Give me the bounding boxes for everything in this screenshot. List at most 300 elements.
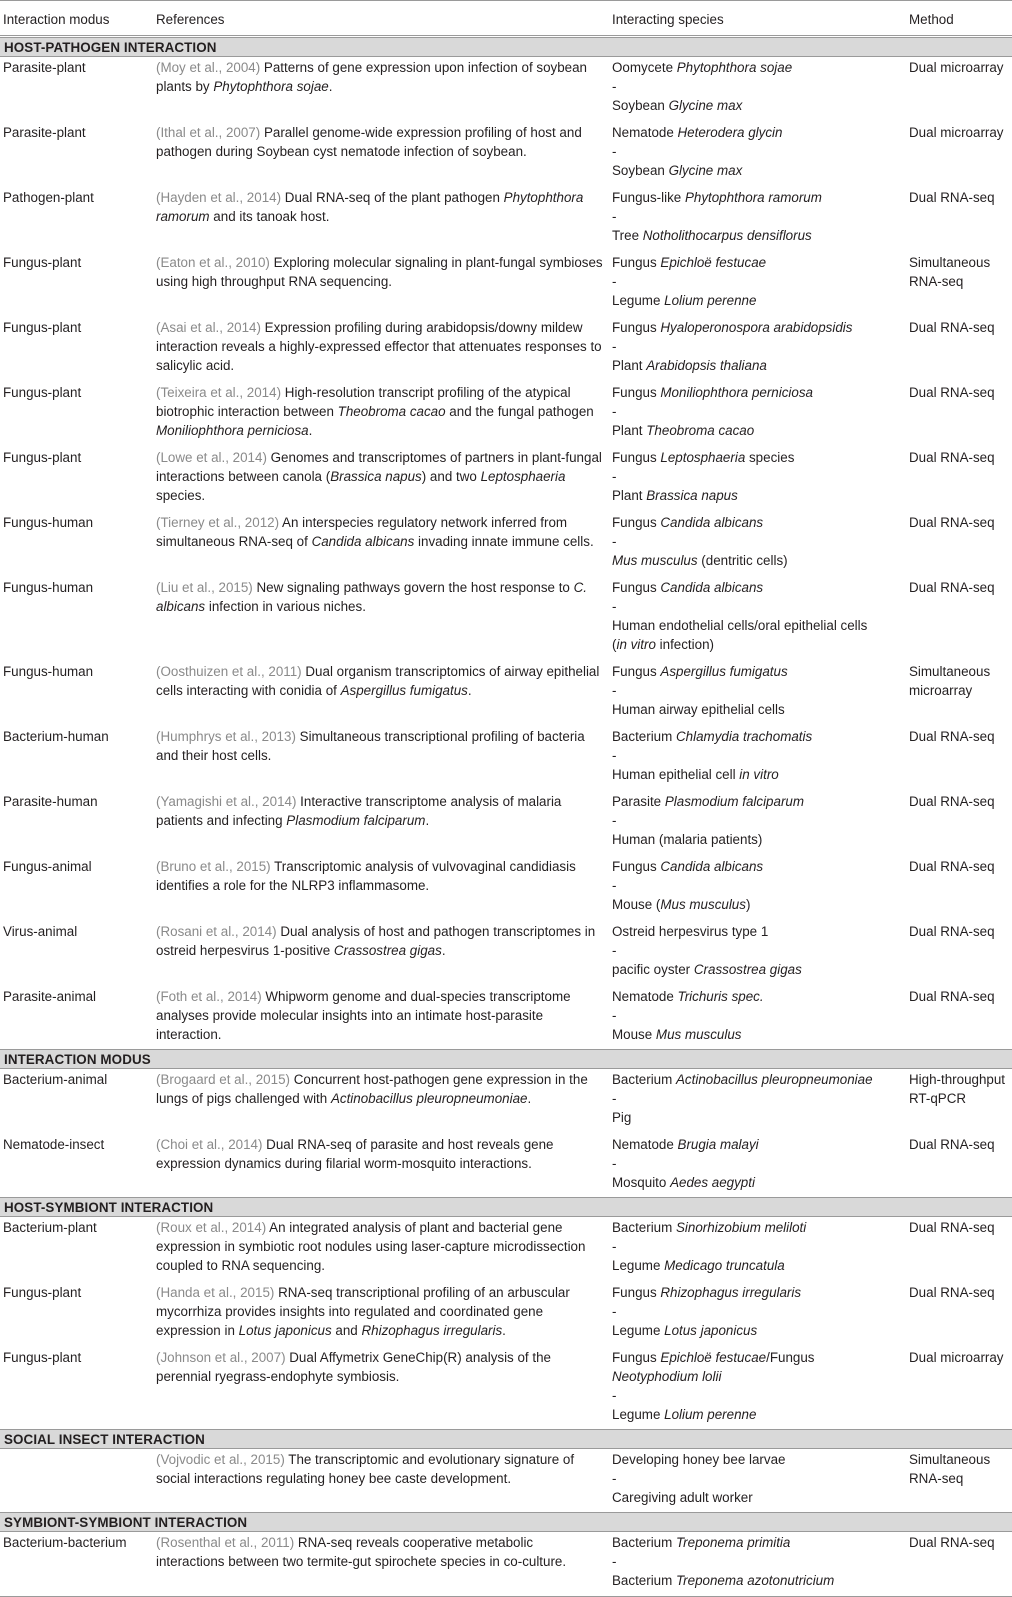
cell-reference (156, 1218, 612, 1275)
cell-method: Dual RNA-seq (909, 450, 995, 465)
species-line (612, 1108, 909, 1127)
species-line (612, 272, 909, 291)
italic-text: Brugia malayi (677, 1137, 759, 1152)
citation-link[interactable]: (Liu et al., 2015) (156, 580, 253, 595)
text-segment: Oomycete (612, 60, 677, 75)
species-line (612, 1348, 909, 1367)
italic-text: Plasmodium falciparum (286, 813, 426, 828)
cell-modus (0, 1450, 156, 1507)
table-row (0, 249, 1012, 314)
cell-modus: Fungus-plant (3, 1350, 82, 1365)
table-row (0, 379, 1012, 444)
cell-species (612, 383, 909, 440)
section-heading: INTERACTION MODUS (0, 1049, 1012, 1069)
text-segment: - (612, 209, 617, 224)
species-line (612, 1302, 909, 1321)
cell-reference (156, 1283, 612, 1340)
text-segment: Bacterium (612, 1535, 676, 1550)
species-line (612, 941, 909, 960)
text-segment: Simultaneous transcriptional profiling of bacteria and their host cells. (156, 729, 585, 763)
species-line (612, 746, 909, 765)
species-line (612, 765, 909, 784)
cell-reference (156, 383, 612, 440)
text-segment: Caregiving adult worker (612, 1490, 753, 1505)
species-line (612, 1405, 909, 1424)
cell-reference (156, 513, 612, 570)
header-modus: Interaction modus (3, 12, 110, 27)
text-segment: - (612, 339, 617, 354)
text-segment: Plant (612, 358, 647, 373)
cell-method: High-throughput RT-qPCR (909, 1072, 1006, 1106)
citation-link[interactable]: (Rosani et al., 2014) (156, 924, 277, 939)
table-row (0, 57, 1012, 119)
text-segment: Human (malaria patients) (612, 832, 763, 847)
species-line (612, 960, 909, 979)
citation-link[interactable]: (Brogaard et al., 2015) (156, 1072, 290, 1087)
text-segment: species. (156, 488, 206, 503)
text-segment: and (331, 1323, 362, 1338)
italic-text: Rhizophagus irregularis (361, 1323, 503, 1338)
text-segment: Fungus (612, 320, 661, 335)
species-line (612, 987, 909, 1006)
text-segment: Dual RNA-seq of the plant pathogen (281, 190, 504, 205)
table-row (0, 574, 1012, 658)
species-line (612, 291, 909, 310)
text-segment: ( (612, 637, 617, 652)
species-line (612, 635, 909, 654)
cell-species (612, 188, 909, 245)
cell-modus: Fungus-animal (3, 859, 92, 874)
species-line (612, 922, 909, 941)
text-segment: Expression profiling during arabidopsis/downy mildew interaction reveals a highly-expressed effector that attenuates responses to salicylic acid. (156, 320, 602, 373)
table-row (0, 1279, 1012, 1344)
text-segment: Parasite (612, 794, 665, 809)
table-row (0, 1217, 1012, 1279)
italic-text: Hyaloperonospora arabidopsidis (660, 320, 853, 335)
text-segment: Legume (612, 1407, 665, 1422)
cell-species (612, 857, 909, 914)
cell-method: Dual RNA-seq (909, 1535, 995, 1550)
citation-link[interactable]: (Bruno et al., 2015) (156, 859, 271, 874)
cell-reference (156, 188, 612, 245)
italic-text: Epichloë festucae (660, 255, 767, 270)
text-segment: Fungus (612, 580, 661, 595)
species-line (612, 123, 909, 142)
text-segment: Ostreid herpesvirus type 1 (612, 924, 769, 939)
cell-method: Dual RNA-seq (909, 729, 995, 744)
species-line (612, 1173, 909, 1192)
section-heading: SOCIAL INSECT INTERACTION (0, 1429, 1012, 1449)
text-segment: (dentritic cells) (697, 553, 788, 568)
italic-text: Candida albicans (660, 515, 764, 530)
cell-species (612, 922, 909, 979)
species-line (612, 77, 909, 96)
cell-species (612, 662, 909, 719)
text-segment: - (612, 683, 617, 698)
text-segment: and the fungal pathogen (445, 404, 594, 419)
cell-method: Dual RNA-seq (909, 1285, 995, 1300)
text-segment: RNA-seq transcriptional profiling of an arbuscular mycorrhiza provides insights into regulated and coordinated gene expression in (156, 1285, 570, 1338)
cell-species (612, 1135, 909, 1192)
citation-link[interactable]: (Eaton et al., 2010) (156, 255, 270, 270)
text-segment: Mouse ( (612, 897, 661, 912)
species-line (612, 337, 909, 356)
italic-text: Lolium perenne (664, 1407, 757, 1422)
citation-link[interactable]: (Ithal et al., 2007) (156, 125, 261, 140)
species-line (612, 616, 909, 635)
text-segment: Interactive transcriptome analysis of malaria patients and infecting (156, 794, 562, 828)
cell-species (612, 578, 909, 654)
table-row (0, 1344, 1012, 1428)
text-segment: Pig (612, 1110, 632, 1125)
cell-modus: Bacterium-plant (3, 1220, 97, 1235)
text-segment: - (612, 79, 617, 94)
text-segment: - (612, 1008, 617, 1023)
italic-text: Moniliophthora perniciosa (156, 423, 309, 438)
cell-species (612, 58, 909, 115)
citation-link[interactable]: (Humphrys et al., 2013) (156, 729, 296, 744)
cell-species (612, 123, 909, 180)
text-segment: Mouse (612, 1027, 656, 1042)
italic-text: Phytophthora ramorum (684, 190, 822, 205)
cell-species (612, 1450, 909, 1507)
cell-reference (156, 987, 612, 1044)
italic-text: Leptosphaeria (480, 469, 566, 484)
text-segment: invading innate immune cells. (414, 534, 594, 549)
text-segment: Dual Affymetrix GeneChip(R) analysis of the perennial ryegrass-endophyte symbiosis. (156, 1350, 551, 1384)
italic-text: Aspergillus fumigatus (340, 683, 468, 698)
cell-reference (156, 1348, 612, 1424)
table-row (0, 853, 1012, 918)
table-row (0, 1532, 1012, 1594)
text-segment: Dual analysis of host and pathogen transcriptomes in ostreid herpesvirus 1-positive (156, 924, 596, 958)
cell-reference (156, 1070, 612, 1127)
text-segment: ) (745, 897, 751, 912)
italic-text: Mus musculus (612, 553, 698, 568)
italic-text: in vitro (616, 637, 656, 652)
text-segment: . (502, 1323, 506, 1338)
cell-reference (156, 1533, 612, 1590)
table-row (0, 918, 1012, 983)
text-segment: Fungus (612, 255, 661, 270)
cell-reference (156, 448, 612, 505)
species-line (612, 513, 909, 532)
italic-text: Plasmodium falciparum (664, 794, 805, 809)
cell-modus: Fungus-human (3, 580, 94, 595)
species-line (612, 207, 909, 226)
species-line (612, 467, 909, 486)
cell-modus: Fungus-plant (3, 450, 82, 465)
italic-text: Arabidopsis thaliana (646, 358, 767, 373)
citation-link[interactable]: (Asai et al., 2014) (156, 320, 261, 335)
text-segment: Developing honey bee larvae (612, 1452, 786, 1467)
italic-text: Trichuris spec. (677, 989, 764, 1004)
citation-link[interactable]: (Moy et al., 2004) (156, 60, 261, 75)
cell-reference (156, 922, 612, 979)
species-line (612, 727, 909, 746)
text-segment: Mosquito (612, 1175, 671, 1190)
italic-text: Lotus japonicus (664, 1323, 758, 1338)
text-segment: Legume (612, 1323, 665, 1338)
cell-modus: Pathogen-plant (3, 190, 94, 205)
text-segment: - (612, 1471, 617, 1486)
table-row (0, 658, 1012, 723)
species-line (612, 1089, 909, 1108)
species-line (612, 857, 909, 876)
text-segment: Plant (612, 423, 647, 438)
cell-method: Dual RNA-seq (909, 580, 995, 595)
cell-reference (156, 662, 612, 719)
italic-text: C. albicans (156, 580, 588, 614)
text-segment: Exploring molecular signaling in plant-fungal symbioses using high throughput RNA sequencing. (156, 255, 603, 289)
text-segment: New signaling pathways govern the host response to (252, 580, 574, 595)
italic-text: Brassica napus (330, 469, 422, 484)
text-segment: Patterns of gene expression upon infection of soybean plants by (156, 60, 588, 94)
species-line (612, 1552, 909, 1571)
italic-text: Aspergillus fumigatus (660, 664, 788, 679)
italic-text: Actinobacillus pleuropneumoniae (676, 1072, 873, 1087)
cell-species (612, 513, 909, 570)
italic-text: Aedes aegypti (670, 1175, 755, 1190)
text-segment: . (441, 943, 446, 958)
text-segment: Fungus (612, 1285, 661, 1300)
section-heading: SYMBIONT-SYMBIONT INTERACTION (0, 1512, 1012, 1532)
cell-species (612, 1348, 909, 1424)
italic-text: Mus musculus (660, 897, 746, 912)
italic-text: in vitro (739, 767, 779, 782)
species-line (612, 402, 909, 421)
header-species: Interacting species (612, 12, 724, 27)
species-line (612, 1367, 909, 1386)
text-segment: ) and two (421, 469, 481, 484)
cell-method: Dual RNA-seq (909, 190, 995, 205)
text-segment: . (527, 1091, 532, 1106)
species-line (612, 1533, 909, 1552)
cell-modus: Parasite-animal (3, 989, 97, 1004)
text-segment: Human endothelial cells/oral epithelial cells (612, 618, 868, 633)
text-segment: . (328, 79, 333, 94)
citation-link[interactable]: (Teixeira et al., 2014) (156, 385, 282, 400)
cell-method: Dual microarray (909, 60, 1004, 75)
cell-method: Dual RNA-seq (909, 859, 995, 874)
citation-link[interactable]: (Roux et al., 2014) (156, 1220, 267, 1235)
italic-text: Heterodera glycin (677, 125, 783, 140)
species-line (612, 486, 909, 505)
italic-text: Treponema primitia (676, 1535, 791, 1550)
table-row (0, 1449, 1012, 1511)
text-segment: Bacterium (612, 1072, 676, 1087)
cell-modus: Bacterium-human (3, 729, 109, 744)
text-segment: Parallel genome-wide expression profiling of host and pathogen during Soybean cyst nematode infection of soybean. (156, 125, 582, 159)
species-line (612, 1469, 909, 1488)
species-line (612, 1488, 909, 1507)
italic-text: Actinobacillus pleuropneumoniae (330, 1091, 528, 1106)
cell-species (612, 253, 909, 310)
species-line (612, 1283, 909, 1302)
cell-modus: Parasite-plant (3, 125, 86, 140)
text-segment: Bacterium (612, 729, 676, 744)
species-line (612, 811, 909, 830)
citation-link[interactable]: (Rosenthal et al., 2011) (156, 1535, 295, 1550)
cell-species (612, 448, 909, 505)
cell-method: Dual RNA-seq (909, 989, 995, 1004)
species-line (612, 1256, 909, 1275)
italic-text: Leptosphaeria (660, 450, 746, 465)
text-segment: Nematode (612, 989, 678, 1004)
italic-text: Notholithocarpus densiflorus (642, 228, 812, 243)
text-segment: Fungus (612, 515, 661, 530)
cell-reference (156, 1135, 612, 1192)
table-row (0, 444, 1012, 509)
cell-method: Dual RNA-seq (909, 924, 995, 939)
cell-method: Dual RNA-seq (909, 385, 995, 400)
cell-modus: Parasite-plant (3, 60, 86, 75)
text-segment: Plant (612, 488, 647, 503)
citation-link[interactable]: (Vojvodic et al., 2015) (156, 1452, 285, 1467)
text-segment: Whipworm genome and dual-species transcriptome analyses provide molecular insights into an intimate host-parasite interaction. (156, 989, 571, 1042)
text-segment: Bacterium (612, 1220, 676, 1235)
cell-species (612, 1070, 909, 1127)
text-segment: - (612, 878, 617, 893)
species-line (612, 597, 909, 616)
cell-method: Dual RNA-seq (909, 515, 995, 530)
text-segment: Fungus (612, 385, 661, 400)
citation-link[interactable]: (Foth et al., 2014) (156, 989, 262, 1004)
cell-species (612, 727, 909, 784)
species-line (612, 1450, 909, 1469)
cell-modus: Bacterium-animal (3, 1072, 108, 1087)
italic-text: Crassostrea gigas (693, 962, 802, 977)
cell-method: Dual RNA-seq (909, 320, 995, 335)
text-segment: infection) (655, 637, 714, 652)
text-segment: Fungus (612, 664, 661, 679)
species-line (612, 161, 909, 180)
text-segment: Nematode (612, 125, 678, 140)
text-segment: - (612, 1554, 617, 1569)
text-segment: Transcriptomic analysis of vulvovaginal candidiasis identifies a role for the NLRP3 inflammasome. (156, 859, 576, 893)
cell-species (612, 318, 909, 375)
citation-link[interactable]: (Yamagishi et al., 2014) (156, 794, 297, 809)
text-segment: Concurrent host-pathogen gene expression in the lungs of pigs challenged with (156, 1072, 588, 1106)
cell-reference (156, 1450, 612, 1507)
species-line (612, 383, 909, 402)
citation-link[interactable]: (Oosthuizen et al., 2011) (156, 664, 302, 679)
species-line (612, 830, 909, 849)
text-segment: Dual RNA-seq of parasite and host reveals gene expression dynamics during filarial worm-mosquito interactions. (156, 1137, 554, 1171)
italic-text: Theobroma cacao (646, 423, 755, 438)
species-line (612, 876, 909, 895)
text-segment: Fungus-like (612, 190, 685, 205)
species-line (612, 578, 909, 597)
text-segment: RNA-seq reveals cooperative metabolic interactions between two termite-gut spirochete species in co-culture. (156, 1535, 567, 1569)
italic-text: Phytophthora sojae (213, 79, 329, 94)
species-line (612, 448, 909, 467)
italic-text: Candida albicans (311, 534, 415, 549)
text-segment: - (612, 404, 617, 419)
cell-modus: Fungus-plant (3, 385, 82, 400)
cell-method: Dual microarray (909, 125, 1004, 140)
species-line (612, 1135, 909, 1154)
species-line (612, 1070, 909, 1089)
species-line (612, 1025, 909, 1044)
text-segment: Dual organism transcriptomics of airway epithelial cells interacting with conidia of (156, 664, 600, 698)
text-segment: - (612, 943, 617, 958)
table-body (0, 37, 1012, 1594)
text-segment: - (612, 274, 617, 289)
text-segment: - (612, 1239, 617, 1254)
species-line (612, 792, 909, 811)
italic-text: Medicago truncatula (664, 1258, 785, 1273)
section-heading: HOST-SYMBIONT INTERACTION (0, 1197, 1012, 1217)
cell-method: Dual microarray (909, 1350, 1004, 1365)
citation-link[interactable]: (Tierney et al., 2012) (156, 515, 280, 530)
table-row (0, 723, 1012, 788)
text-segment: - (612, 748, 617, 763)
text-segment: - (612, 813, 617, 828)
text-segment: . (467, 683, 472, 698)
text-segment: Bacterium (612, 1573, 676, 1588)
text-segment: - (612, 534, 617, 549)
citation-link[interactable]: (Choi et al., 2014) (156, 1137, 263, 1152)
cell-modus: Fungus-human (3, 664, 94, 679)
species-line (612, 1237, 909, 1256)
species-line (612, 1321, 909, 1340)
table-row (0, 788, 1012, 853)
species-line (612, 253, 909, 272)
species-line (612, 532, 909, 551)
cell-method: Dual RNA-seq (909, 794, 995, 809)
species-line (612, 662, 909, 681)
cell-method: Dual RNA-seq (909, 1220, 995, 1235)
text-segment: infection in various niches. (205, 599, 366, 614)
italic-text: Rhizophagus irregularis (660, 1285, 802, 1300)
italic-text: Lolium perenne (664, 293, 757, 308)
text-segment: Soybean (612, 163, 669, 178)
cell-reference (156, 857, 612, 914)
species-line (612, 96, 909, 115)
text-segment: Soybean (612, 98, 669, 113)
cell-species (612, 792, 909, 849)
citation-link[interactable]: (Johnson et al., 2007) (156, 1350, 286, 1365)
text-segment: An interspecies regulatory network inferred from simultaneous RNA-seq of (156, 515, 568, 549)
species-line (612, 318, 909, 337)
cell-method: Simultaneous microarray (909, 664, 991, 698)
species-line (612, 188, 909, 207)
citation-link[interactable]: (Hayden et al., 2014) (156, 190, 282, 205)
species-line (612, 551, 909, 570)
italic-text: Sinorhizobium meliloti (676, 1220, 807, 1235)
text-segment: species (745, 450, 795, 465)
species-line (612, 226, 909, 245)
cell-method: Dual RNA-seq (909, 1137, 995, 1152)
table-row (0, 314, 1012, 379)
cell-modus: Fungus-human (3, 515, 94, 530)
text-segment: . (425, 813, 430, 828)
text-segment: Tree (612, 228, 643, 243)
text-segment: Human epithelial cell (612, 767, 740, 782)
citation-link[interactable]: (Handa et al., 2015) (156, 1285, 275, 1300)
cell-reference (156, 727, 612, 784)
italic-text: Crassostrea gigas (333, 943, 442, 958)
cell-method: Simultaneous RNA-seq (909, 255, 991, 289)
text-segment: pacific oyster (612, 962, 694, 977)
cell-modus: Fungus-plant (3, 255, 82, 270)
species-line (612, 421, 909, 440)
cell-species (612, 1533, 909, 1590)
text-segment: - (612, 1388, 617, 1403)
species-line (612, 1571, 909, 1590)
citation-link[interactable]: (Lowe et al., 2014) (156, 450, 267, 465)
